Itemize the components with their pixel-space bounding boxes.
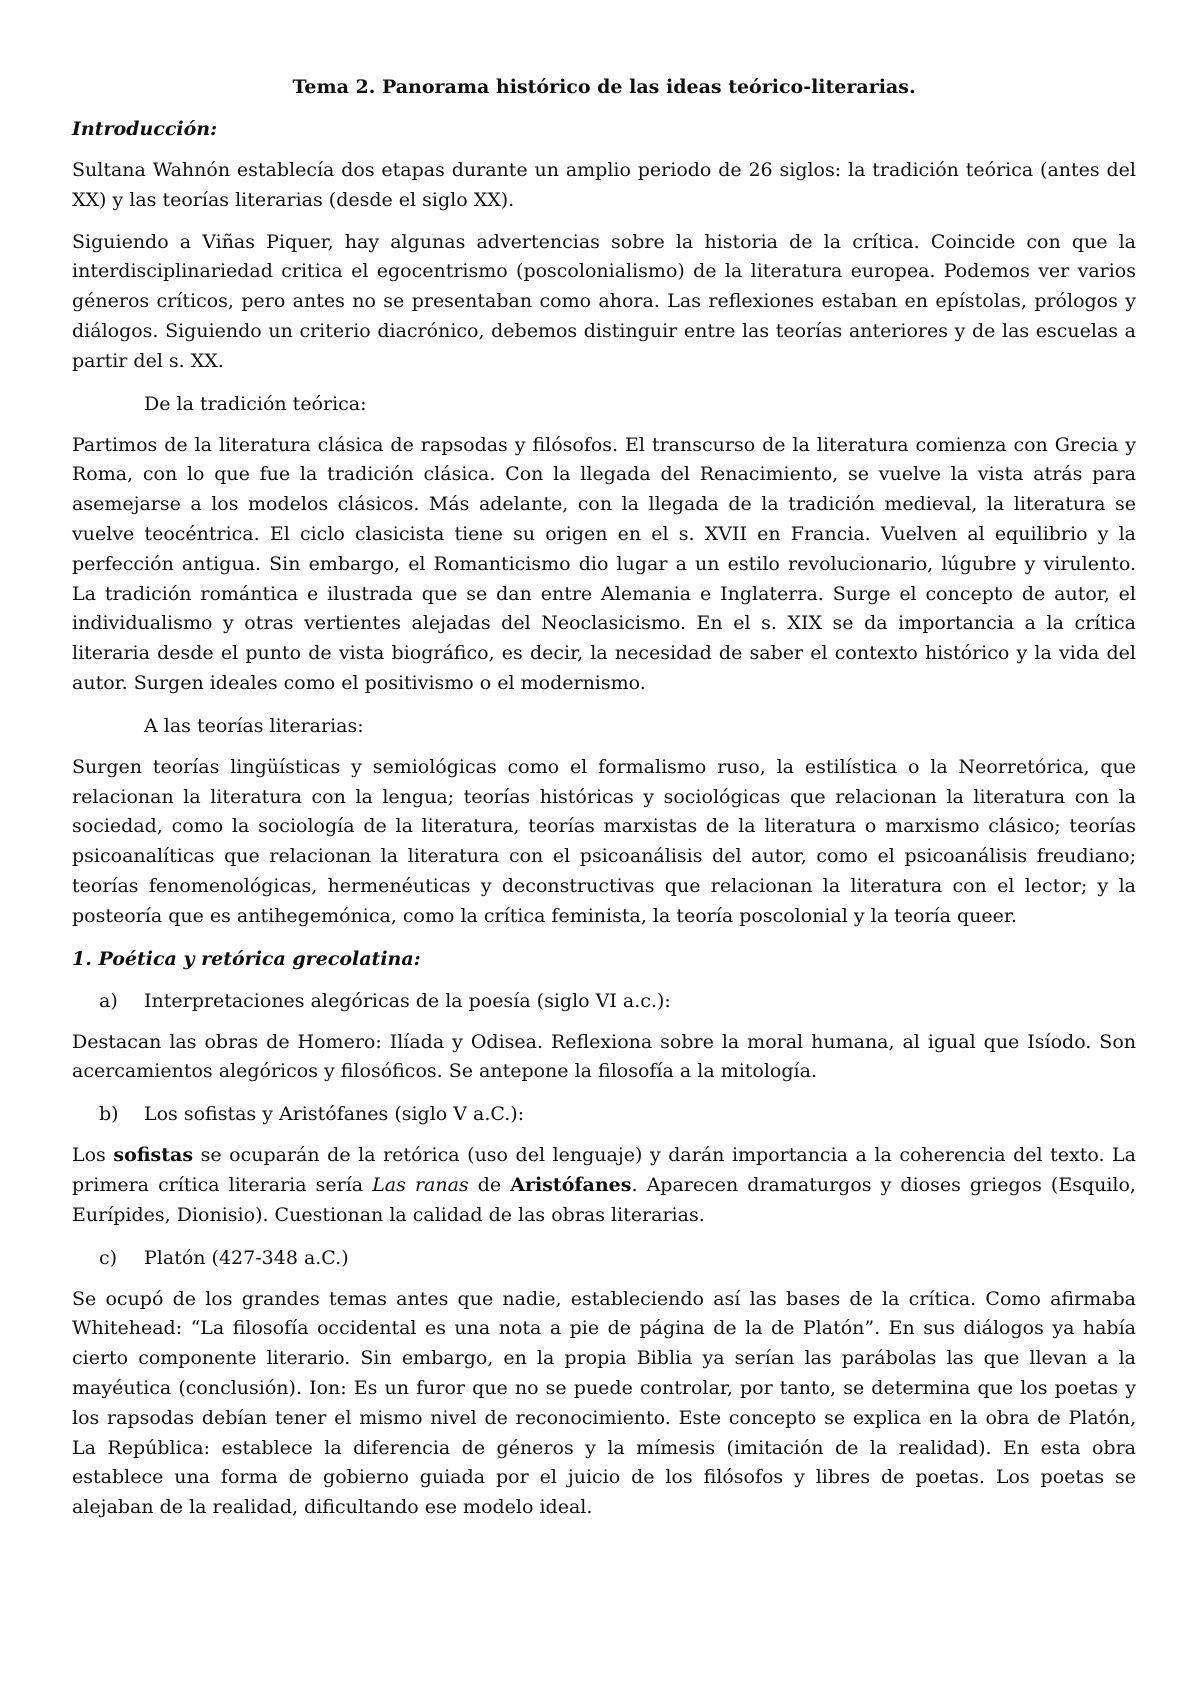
list-item-a-text: Interpretaciones alegóricas de la poesía (siglo VI a.c.): (144, 989, 671, 1012)
aristofanes-bold: Aristófanes (510, 1173, 632, 1196)
document-title: Tema 2. Panorama histórico de las ideas teórico-literarias. (292, 76, 916, 98)
paragraph-vinas-piquer: Siguiendo a Viñas Piquer, hay algunas advertencias sobre la historia de la crítica. Coincide con que la interdisciplinariedad critica el egocentrismo (poscolonialismo) de la literatura europea. Podemos ver varios géneros críticos, pero antes no se presentaban como ahora. Las reflexiones estaban en epístolas, prólogos y diálogos. Siguiendo un criterio diacrónico, debemos distinguir entre las teorías anteriores y de las escuelas a partir del s. XX. (72, 230, 1136, 372)
list-marker-c: c) (99, 1246, 118, 1269)
section-heading-poetica: 1. Poética y retórica grecolatina: (72, 947, 421, 970)
subheading-teorias-literarias: A las teorías literarias: (144, 714, 364, 737)
list-item-b (72, 1099, 1136, 1129)
paragraph-teorias-literarias: Surgen teorías lingüísticas y semiológicas como el formalismo ruso, la estilística o la Neorretórica, que relacionan la literatura con la lengua; teorías históricas y sociológicas que relacionan la literatura con la sociedad, como la sociología de la literatura, teorías marxistas de la literatura o marxismo clásico; teorías psicoanalíticas que relacionan la literatura con el psicoanálisis del autor, como el psicoanálisis freudiano; teorías fenomenológicas, hermenéuticas y deconstructivas que relacionan la literatura con el lector; y la posteoría que es antihegemónica, como la crítica feminista, la teoría poscolonial y la teoría queer. (72, 755, 1136, 927)
sofistas-text-4: . Aparecen dramaturgos y dioses griegos (Esquilo, Eurípides, Dionisio). Cuestionan la calidad de las obras literarias. (72, 1173, 1136, 1226)
list-item-c-text: Platón (427-348 a.C.) (144, 1246, 349, 1269)
paragraph-wahnon: Sultana Wahnón establecía dos etapas durante un amplio periodo de 26 siglos: la tradición teórica (antes del XX) y las teorías literarias (desde el siglo XX). (72, 159, 1136, 211)
list-item-c (72, 1243, 1136, 1273)
sofistas-text-2: se ocuparán de la retórica (uso del lenguaje) y darán importancia a la coherencia del texto. La primera crítica literaria sería (72, 1144, 1136, 1196)
paragraph-homero: Destacan las obras de Homero: Ilíada y Odisea. Reflexiona sobre la moral humana, al igual que Isíodo. Son acercamientos alegóricos y filosóficos. Se antepone la filosofía a la mitología. (72, 1030, 1136, 1083)
sofistas-text-1: Los (72, 1144, 114, 1167)
list-item-b-text: Los sofistas y Aristófanes (siglo V a.C.): (144, 1103, 525, 1126)
intro-heading: Introducción: (72, 118, 218, 140)
list-item-a (72, 986, 1136, 1016)
paragraph-sofistas (72, 1141, 1136, 1230)
sofistas-bold: sofistas (113, 1144, 194, 1167)
document-page (72, 72, 1136, 1535)
paragraph-platon: Se ocupó de los grandes temas antes que nadie, estableciendo así las bases de la crítica. Como afirmaba Whitehead: “La filosofía occidental es una nota a pie de página de la de Platón”. En sus diálogos ya había cierto componente literario. Sin embargo, en la propia Biblia ya serían las parábolas las que llevan a la mayéutica (conclusión). Ion: Es un furor que no se puede controlar, por tanto, se determina que los poetas y los rapsodas debían tener el mismo nivel de reconocimiento. Este concepto se explica en la obra de Platón, La República: establece la diferencia de géneros y la mímesis (imitación de la realidad). En esta obra establece una forma de gobierno guiada por el juicio de los filósofos y libres de poetas. Los poetas se alejaban de la realidad, dificultando ese modelo ideal. (72, 1287, 1136, 1519)
las-ranas-italic: Las ranas (372, 1173, 469, 1196)
subheading-tradicion-teorica: De la tradición teórica: (144, 392, 367, 415)
list-marker-a: a) (99, 989, 118, 1012)
list-marker-b: b) (99, 1103, 119, 1126)
paragraph-tradicion-teorica: Partimos de la literatura clásica de rapsodas y filósofos. El transcurso de la literatura comienza con Grecia y Roma, con lo que fue la tradición clásica. Con la llegada del Renacimiento, se vuelve la vista atrás para asemejarse a los modelos clásicos. Más adelante, con la llegada de la tradición medieval, la literatura se vuelve teocéntrica. El ciclo clasicista tiene su origen en el s. XVII en Francia. Vuelven al equilibrio y la perfección antigua. Sin embargo, el Romanticismo dio lugar a un estilo revolucionario, lúgubre y virulento. La tradición romántica e ilustrada que se dan entre Alemania e Inglaterra. Surge el concepto de autor, el individualismo y otras vertientes alejadas del Neoclasicismo. En el s. XIX se da importancia a la crítica literaria desde el punto de vista biográfico, es decir, la necesidad de saber el contexto histórico y la vida del autor. Surgen ideales como el positivismo o el modernismo. (72, 433, 1136, 694)
sofistas-text-3: de (468, 1173, 511, 1196)
